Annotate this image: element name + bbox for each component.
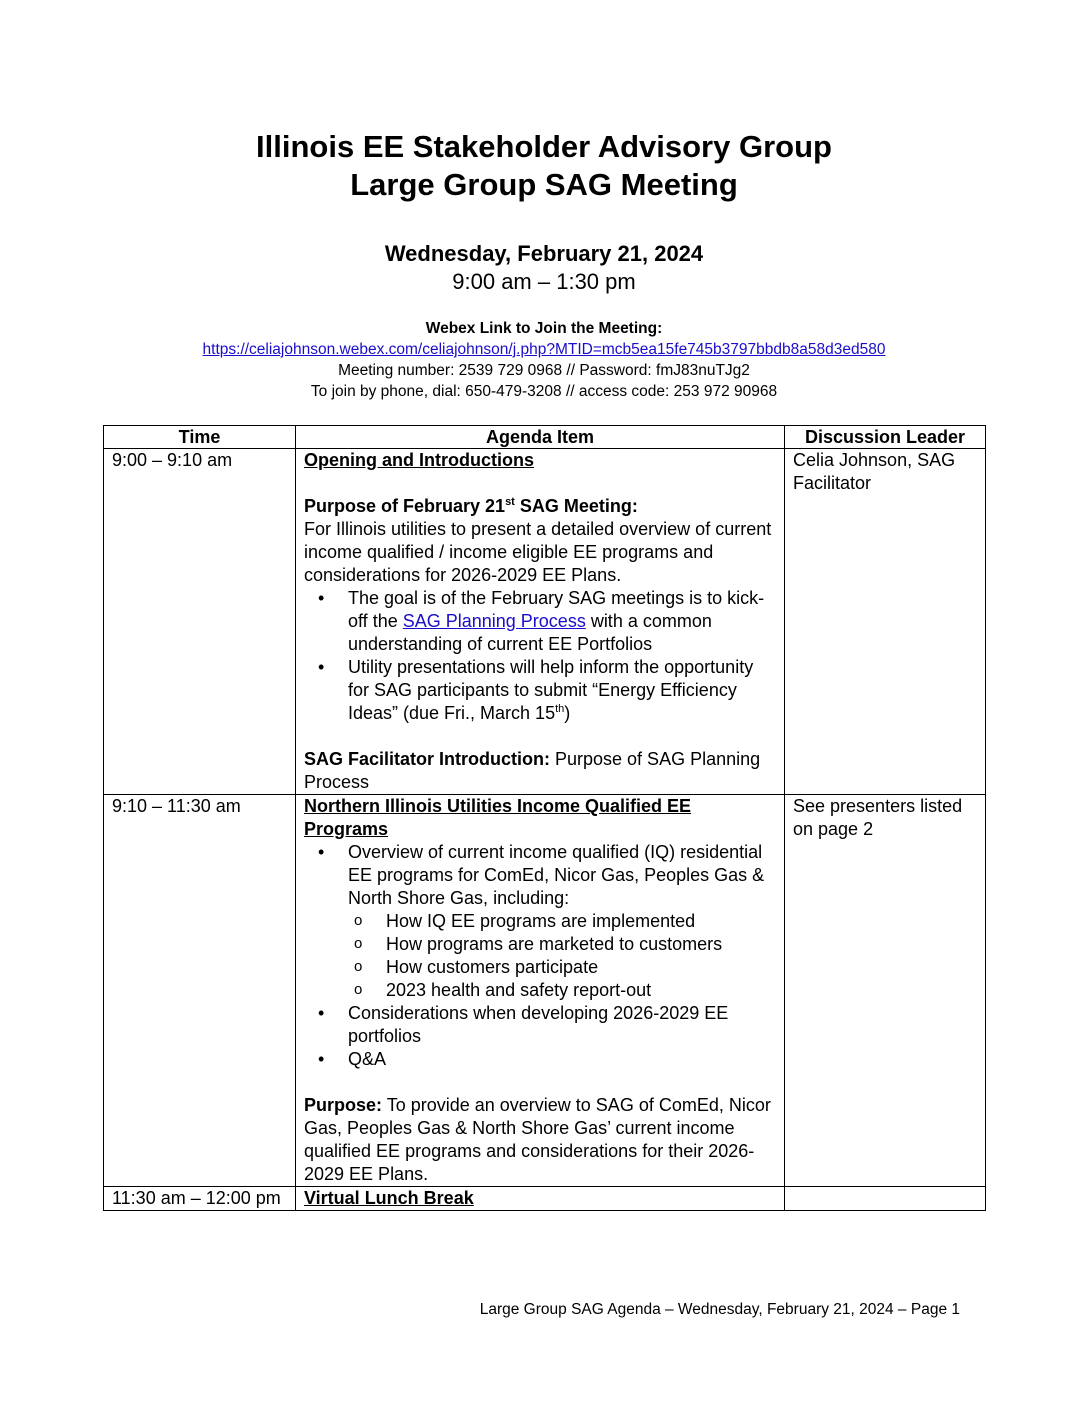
row-time: 9:00 – 9:10 am [104, 449, 296, 795]
meeting-date: Wednesday, February 21, 2024 [384, 241, 704, 266]
row-leader: Celia Johnson, SAG Facilitator [785, 449, 986, 795]
header-discussion-leader: Discussion Leader [785, 426, 986, 449]
purpose-heading: Purpose of February 21st SAG Meeting: [304, 496, 638, 516]
row-agenda-item [296, 795, 785, 1187]
title-line-2: Large Group SAG Meeting [350, 167, 738, 202]
purpose-text: For Illinois utilities to present a detailed overview of current income qualified / income eligible EE programs and considerations for 2026-2029 EE Plans. [304, 519, 772, 585]
agenda-item-title: Virtual Lunch Break [304, 1188, 474, 1208]
document-title [0, 128, 1088, 204]
table-header-row [104, 426, 986, 449]
list-item: o How programs are marketed to customers [386, 933, 776, 956]
sub-list [348, 910, 776, 1002]
sag-planning-process-link[interactable]: SAG Planning Process [402, 611, 586, 631]
list-item: o 2023 health and safety report-out [386, 979, 776, 1002]
table-row [104, 795, 986, 1187]
page-footer: Large Group SAG Agenda – Wednesday, February 21, 2024 – Page 1 [479, 1301, 960, 1318]
list-item: o How customers participate [386, 956, 776, 979]
meeting-time: 9:00 am – 1:30 pm [452, 269, 636, 294]
purpose-bullets [304, 587, 776, 725]
webex-info [0, 318, 1088, 402]
list-item: o How IQ EE programs are implemented [386, 910, 776, 933]
list-item: • The goal is of the February SAG meetings is to kick-off the SAG Planning Process with a common understanding of current EE Portfolios [348, 587, 776, 656]
row-agenda-item [296, 449, 785, 795]
list-item: • Considerations when developing 2026-2029 EE portfolios [348, 1002, 776, 1048]
purpose-text: Purpose: To provide an overview to SAG of ComEd, Nicor Gas, Peoples Gas & North Shore Gas’ current income qualified EE programs and considerations for their 2026-2029 EE Plans. [304, 1095, 771, 1184]
facilitator-introduction: SAG Facilitator Introduction: Purpose of SAG Planning Process [304, 749, 761, 792]
list-item: • Utility presentations will help inform the opportunity for SAG participants to submit “Energy Efficiency Ideas” (due Fri., March 15th) [348, 656, 776, 725]
header-agenda-item: Agenda Item [296, 426, 785, 449]
list-item: • Overview of current income qualified (IQ) residential EE programs for ComEd, Nicor Gas, Peoples Gas & North Shore Gas, including: o How IQ EE programs are implemented o How programs are marketed to customers o How customers participate o 2023 health and safety report-out [348, 841, 776, 1002]
agenda-bullets [304, 841, 776, 1071]
row-agenda-item [296, 1187, 785, 1211]
row-time: 9:10 – 11:30 am [104, 795, 296, 1187]
table-row [104, 449, 986, 795]
row-leader [785, 1187, 986, 1211]
table-row [104, 1187, 986, 1211]
webex-heading: Webex Link to Join the Meeting: [425, 320, 663, 337]
row-time: 11:30 am – 12:00 pm [104, 1187, 296, 1211]
list-item: • Q&A [348, 1048, 776, 1071]
agenda-table [103, 425, 986, 1211]
header-time: Time [104, 426, 296, 449]
agenda-item-title: Northern Illinois Utilities Income Qualified EE Programs [304, 796, 692, 839]
title-line-1: Illinois EE Stakeholder Advisory Group [256, 129, 832, 164]
agenda-item-title: Opening and Introductions [304, 450, 534, 470]
phone-info: To join by phone, dial: 650-479-3208 // access code: 253 972 90968 [310, 383, 778, 400]
webex-link[interactable]: https://celiajohnson.webex.com/celiajohnson/j.php?MTID=mcb5ea15fe745b3797bbdb8a58d3ed580 [202, 341, 886, 358]
meeting-number: Meeting number: 2539 729 0968 // Password: fmJ83nuTJg2 [338, 362, 750, 379]
row-leader: See presenters listed on page 2 [785, 795, 986, 1187]
